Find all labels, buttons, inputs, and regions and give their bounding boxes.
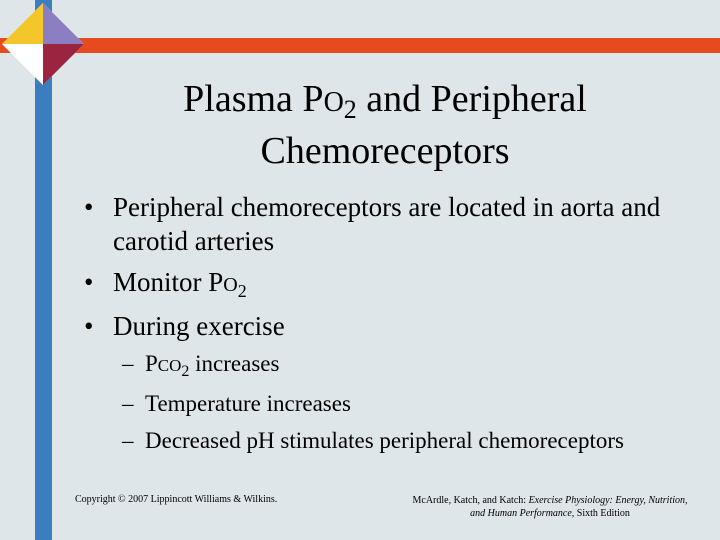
sub-bullet-co: CO xyxy=(157,356,182,375)
bullet-text: Peripheral chemoreceptors are located in aorta and carotid arteries xyxy=(113,192,661,256)
sub-bullet-item xyxy=(122,425,682,456)
title-o: O xyxy=(323,87,344,118)
bullet-text: During exercise xyxy=(113,311,285,341)
sub-bullet-text: Decreased pH stimulates peripheral chemoreceptors xyxy=(145,428,624,453)
dash-marker: – xyxy=(122,428,134,453)
dash-marker: – xyxy=(122,351,134,376)
diamond-logo-icon xyxy=(0,0,90,90)
bullet-item xyxy=(80,190,700,258)
title-line-1 xyxy=(110,75,660,127)
sub-bullet-item xyxy=(122,388,682,419)
bullet-item xyxy=(80,265,700,302)
citation-footer xyxy=(405,494,695,520)
title-and-peripheral: and Peripheral xyxy=(356,78,587,120)
sub-bullet-list xyxy=(122,348,682,462)
sub-bullet-text: increases xyxy=(189,351,280,376)
title-subscript: 2 xyxy=(343,95,357,124)
bullet-marker: • xyxy=(84,267,94,297)
bullet-item xyxy=(80,309,700,343)
title-line-2: Chemoreceptors xyxy=(260,130,510,172)
citation-book-title: Exercise Physiology: Energy, Nutrition, and Human Performance, xyxy=(470,495,688,519)
bullet-o: O xyxy=(223,274,238,296)
dash-marker: – xyxy=(122,391,134,416)
bullet-marker: • xyxy=(84,311,94,341)
sub-bullet-subscript: 2 xyxy=(181,363,190,380)
sub-bullet-p: P xyxy=(145,351,158,376)
citation-edition: Sixth Edition xyxy=(574,508,630,519)
sub-bullet-text: Temperature increases xyxy=(145,391,351,416)
sub-bullet-item xyxy=(122,348,682,382)
slide-title xyxy=(110,75,660,175)
bullet-list xyxy=(80,190,700,350)
bullet-text: Monitor P xyxy=(113,267,224,297)
copyright-footer: Copyright © 2007 Lippincott Williams & Wilkins. xyxy=(75,494,278,505)
bullet-marker: • xyxy=(84,192,94,222)
title-plasma-p: Plasma P xyxy=(183,78,324,120)
bullet-subscript: 2 xyxy=(237,281,247,301)
citation-authors: McArdle, Katch, and Katch: xyxy=(412,495,529,506)
top-accent-bar xyxy=(0,38,720,53)
